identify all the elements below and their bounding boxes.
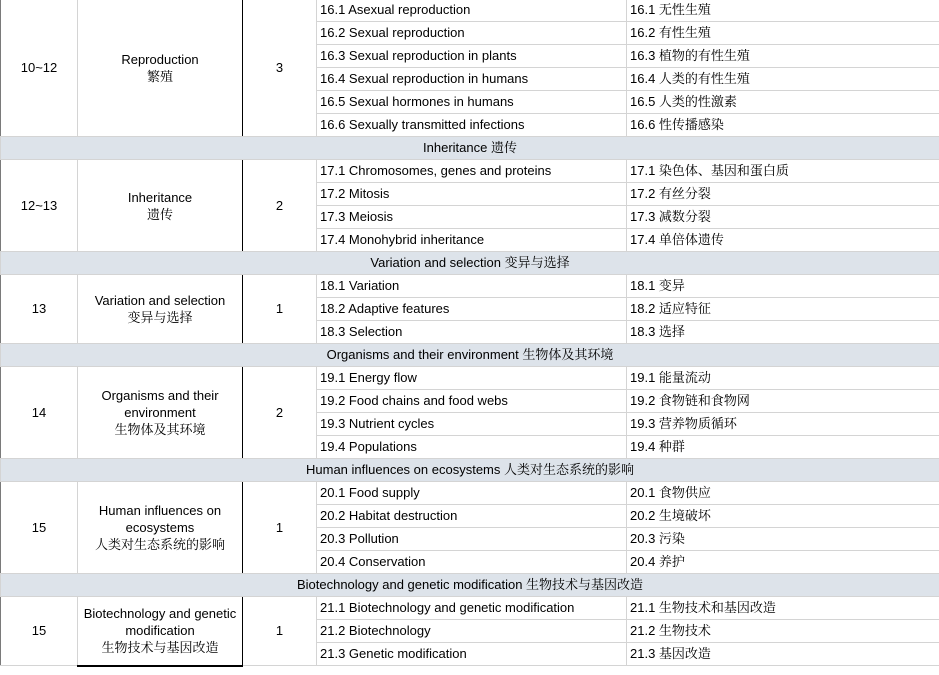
topic-english: Variation and selection [94, 293, 226, 308]
subtopic-chinese: 16.2 有性生殖 [627, 22, 939, 45]
subtopic-chinese: 19.4 种群 [627, 436, 939, 459]
table-row [1, 160, 939, 183]
section-header: Biotechnology and genetic modification 生物技术与基因改造 [1, 574, 939, 597]
subtopic-chinese: 16.1 无性生殖 [627, 0, 939, 22]
table-row [1, 367, 939, 390]
subtopic-chinese: 19.1 能量流动 [627, 367, 939, 390]
table-row [1, 275, 939, 298]
subtopic-chinese: 20.2 生境破坏 [627, 505, 939, 528]
topic-english: Biotechnology and genetic modification [83, 606, 237, 639]
subtopic-english: 20.3 Pollution [317, 528, 627, 551]
topic-chinese: 人类对生态系统的影响 [94, 537, 225, 552]
subtopic-chinese: 17.4 单倍体遗传 [627, 229, 939, 252]
subtopic-chinese: 16.6 性传播感染 [627, 114, 939, 137]
subtopic-english: 17.3 Meiosis [317, 206, 627, 229]
subtopic-english: 17.2 Mitosis [317, 183, 627, 206]
table-row [1, 597, 939, 620]
subtopic-chinese: 16.3 植物的有性生殖 [627, 45, 939, 68]
subtopic-english: 16.4 Sexual reproduction in humans [317, 68, 627, 91]
section-header-row [1, 459, 939, 482]
subtopic-english: 20.1 Food supply [317, 482, 627, 505]
subtopic-chinese: 16.4 人类的有性生殖 [627, 68, 939, 91]
subtopic-english: 19.1 Energy flow [317, 367, 627, 390]
topic-chinese: 生物技术与基因改造 [101, 640, 219, 656]
topic-cell [78, 160, 243, 252]
subtopic-chinese: 16.5 人类的性激素 [627, 91, 939, 114]
week-cell: 14 [1, 367, 78, 459]
subtopic-chinese: 17.1 染色体、基因和蛋白质 [627, 160, 939, 183]
topic-chinese: 遗传 [146, 206, 173, 222]
subtopic-chinese: 20.3 污染 [627, 528, 939, 551]
topic-english: Inheritance [127, 189, 193, 205]
subtopic-english: 16.1 Asexual reproduction [317, 0, 627, 22]
subtopic-chinese: 20.4 养护 [627, 551, 939, 574]
table-row [1, 482, 939, 505]
week-cell: 10~12 [1, 0, 78, 137]
table-body [1, 0, 939, 666]
section-header: Human influences on ecosystems 人类对生态系统的影响 [1, 459, 939, 482]
section-header-row [1, 574, 939, 597]
subtopic-english: 16.3 Sexual reproduction in plants [317, 45, 627, 68]
section-header-row [1, 252, 939, 275]
section-header: Variation and selection 变异与选择 [1, 252, 939, 275]
topic-cell [78, 482, 243, 574]
subtopic-english: 20.4 Conservation [317, 551, 627, 574]
week-cell: 12~13 [1, 160, 78, 252]
subtopic-english: 18.1 Variation [317, 275, 627, 298]
topic-english: Human influences on ecosystems [98, 503, 222, 535]
subtopic-english: 21.3 Genetic modification [317, 643, 627, 666]
topic-cell [78, 367, 243, 459]
subtopic-english: 19.2 Food chains and food webs [317, 390, 627, 413]
subtopic-english: 19.4 Populations [317, 436, 627, 459]
subtopic-chinese: 18.2 适应特征 [627, 298, 939, 321]
week-cell: 15 [1, 482, 78, 574]
subtopic-chinese: 19.3 营养物质循环 [627, 413, 939, 436]
topic-chinese: 繁殖 [146, 68, 173, 84]
topic-english: Organisms and their environment [101, 388, 219, 420]
week-cell: 15 [1, 597, 78, 666]
subtopic-chinese: 18.3 选择 [627, 321, 939, 344]
subtopic-chinese: 19.2 食物链和食物网 [627, 390, 939, 413]
section-header: Inheritance 遗传 [1, 137, 939, 160]
subtopic-chinese: 21.3 基因改造 [627, 643, 939, 666]
periods-cell: 2 [243, 367, 317, 459]
subtopic-chinese: 21.2 生物技术 [627, 620, 939, 643]
section-header: Organisms and their environment 生物体及其环境 [1, 344, 939, 367]
subtopic-chinese: 18.1 变异 [627, 275, 939, 298]
periods-cell: 2 [243, 160, 317, 252]
subtopic-english: 17.1 Chromosomes, genes and proteins [317, 160, 627, 183]
section-header-row [1, 344, 939, 367]
subtopic-chinese: 20.1 食物供应 [627, 482, 939, 505]
subtopic-english: 18.2 Adaptive features [317, 298, 627, 321]
topic-cell [78, 275, 243, 344]
subtopic-english: 16.5 Sexual hormones in humans [317, 91, 627, 114]
topic-cell [78, 0, 243, 137]
periods-cell: 1 [243, 275, 317, 344]
periods-cell: 1 [243, 597, 317, 666]
topic-cell [78, 597, 243, 666]
section-header-row [1, 137, 939, 160]
subtopic-chinese: 21.1 生物技术和基因改造 [627, 597, 939, 620]
periods-cell: 1 [243, 482, 317, 574]
week-cell: 13 [1, 275, 78, 344]
subtopic-chinese: 17.2 有丝分裂 [627, 183, 939, 206]
topic-chinese: 生物体及其环境 [114, 422, 206, 437]
subtopic-chinese: 17.3 减数分裂 [627, 206, 939, 229]
subtopic-english: 20.2 Habitat destruction [317, 505, 627, 528]
periods-cell: 3 [243, 0, 317, 137]
subtopic-english: 16.6 Sexually transmitted infections [317, 114, 627, 137]
subtopic-english: 19.3 Nutrient cycles [317, 413, 627, 436]
table-row [1, 0, 939, 22]
topic-english: Reproduction [121, 51, 199, 67]
topic-chinese: 变异与选择 [127, 310, 193, 325]
subtopic-english: 16.2 Sexual reproduction [317, 22, 627, 45]
subtopic-english: 17.4 Monohybrid inheritance [317, 229, 627, 252]
subtopic-english: 21.1 Biotechnology and genetic modification [317, 597, 627, 620]
subtopic-english: 21.2 Biotechnology [317, 620, 627, 643]
subtopic-english: 18.3 Selection [317, 321, 627, 344]
